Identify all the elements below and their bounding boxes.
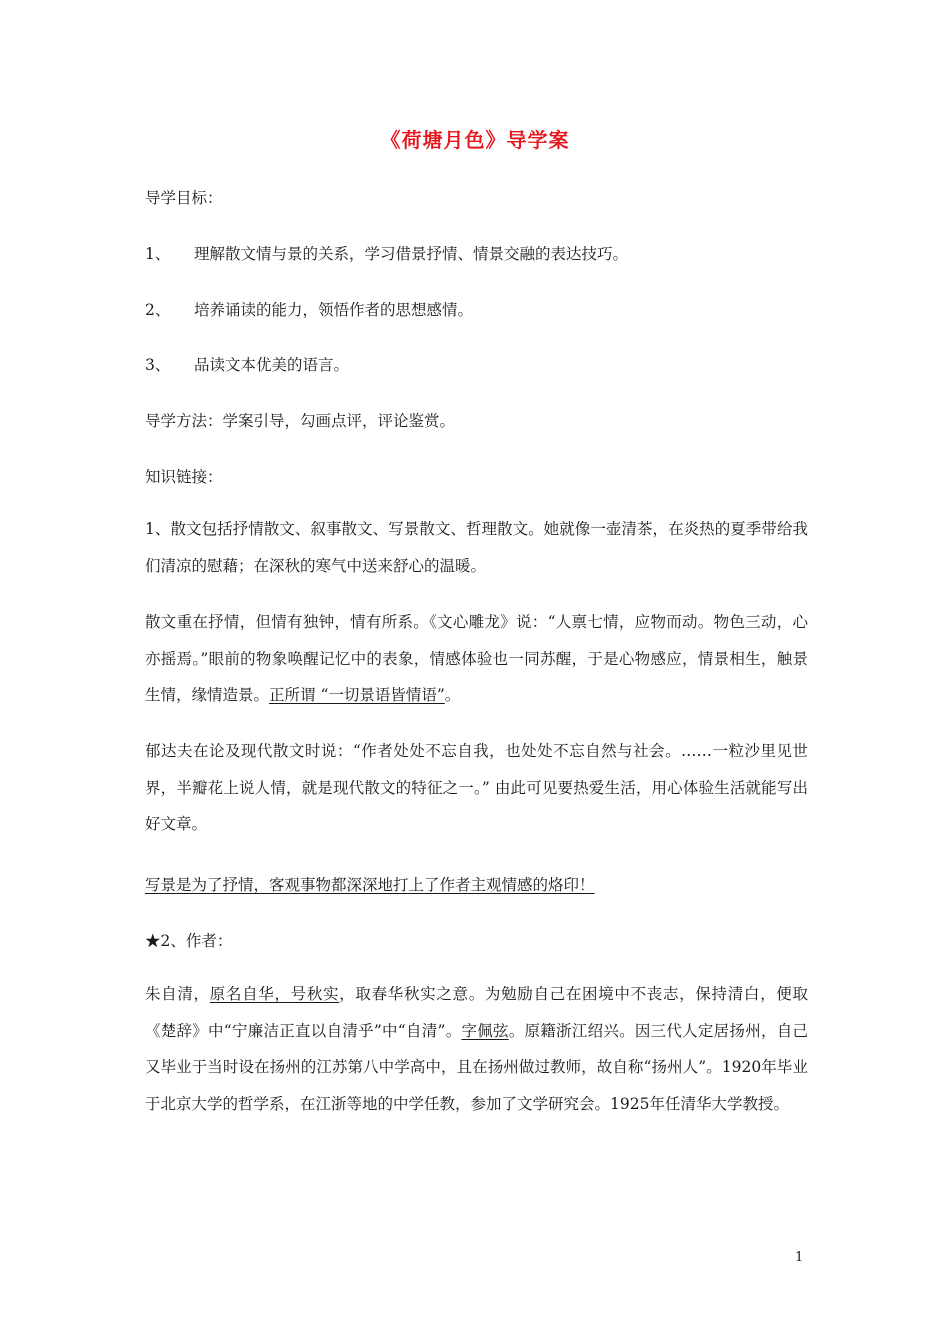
author-heading: ★2、作者： xyxy=(145,932,233,950)
underlined-courtesy-name: 字佩弦 xyxy=(461,1021,509,1040)
knowledge-heading: 知识链接： xyxy=(145,468,223,486)
objective-item xyxy=(145,353,349,375)
objectives-heading: 导学目标： xyxy=(145,189,223,207)
author-paragraph xyxy=(145,976,808,1122)
underlined-name: 原名自华，号秋实 xyxy=(209,985,340,1003)
paragraph-text: ，取春华秋实之意。为勉励自己在困境中不丧志，保持清白，便取《楚辞》中“宁廉洁正直以自清乎”中“自清”。 xyxy=(145,985,808,1040)
paragraph-text: 散文重在抒情，但情有独钟，情有所系。《文心雕龙》说：“人禀七情，应物而动。物色三动，心亦摇焉。”眼前的物象唤醒记忆中的表象，情感体验也一同苏醒，于是心物感应，情景相生，触景生情，缘情造景。 xyxy=(145,613,808,704)
knowledge-paragraph-2 xyxy=(145,604,808,714)
method-line: 导学方法：学案引导，勾画点评，评论鉴赏。 xyxy=(145,412,456,430)
objective-text: 品读文本优美的语言。 xyxy=(194,356,350,374)
page-number: 1 xyxy=(795,1250,804,1265)
knowledge-paragraph-1: 1、散文包括抒情散文、叙事散文、写景散文、哲理散文。她就像一壶清茶，在炎热的夏季带给我们清凉的慰藉；在深秋的寒气中送来舒心的温暖。 xyxy=(145,520,808,575)
knowledge-paragraph-4: 写景是为了抒情，客观事物都深深地打上了作者主观情感的烙印！ xyxy=(145,876,595,894)
paragraph-text: 朱自清， xyxy=(145,985,210,1003)
objective-number: 2、 xyxy=(145,301,171,319)
objective-item xyxy=(145,298,473,320)
paragraph-text: 。 xyxy=(444,686,461,704)
objective-text: 培养诵读的能力，领悟作者的思想感情。 xyxy=(194,301,474,319)
document-title: 《荷塘月色》导学案 xyxy=(380,128,570,152)
knowledge-paragraph-3: 郁达夫在论及现代散文时说：“作者处处不忘自我，也处处不忘自然与社会。……一粒沙里见世界，半瓣花上说人情，就是现代散文的特征之一。” 由此可见要热爱生活，用心体验生活就能写出好文章。 xyxy=(145,742,808,833)
paragraph-text: 。原籍浙江绍兴。因三代人定居扬州，自己又毕业于当时设在扬州的江苏第八中学高中，且在扬州做过教师，故自称“扬州人”。1920年毕业于北京大学的哲学系，在江浙等地的中学任教，参加了文学研究会。1925年任清华大学教授。 xyxy=(145,1021,808,1113)
objective-text: 理解散文情与景的关系，学习借景抒情、情景交融的表达技巧。 xyxy=(194,245,629,263)
objective-number: 3、 xyxy=(145,356,171,374)
underlined-quote: 正所谓 “一切景语皆情语” xyxy=(269,686,445,704)
objective-number: 1、 xyxy=(145,245,171,263)
objective-item xyxy=(145,242,628,264)
